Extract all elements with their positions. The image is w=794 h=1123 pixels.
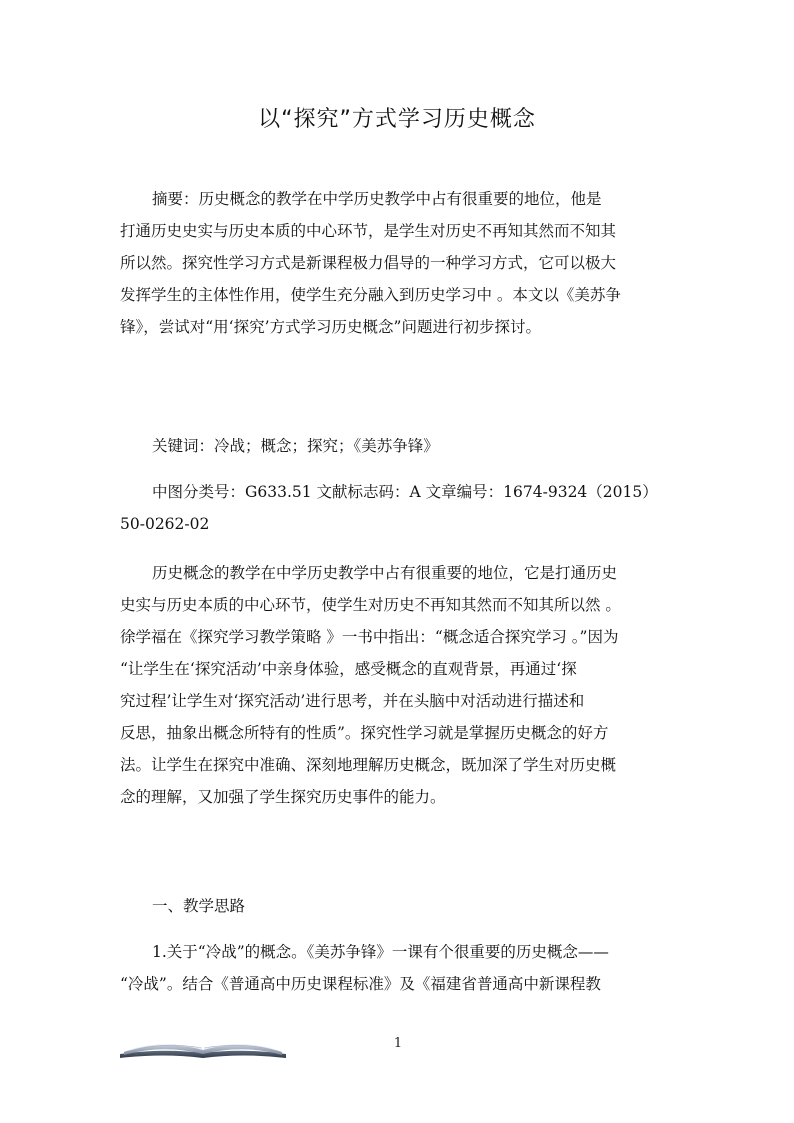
page-title: 以“探究”方式学习历史概念 bbox=[258, 107, 536, 132]
main-paragraph bbox=[120, 557, 680, 813]
paragraph-line: 究过程’让学生对‘探究活动’进行思考，并在头脑中对活动进行描述和 bbox=[120, 692, 585, 710]
open-book-icon bbox=[118, 1034, 288, 1060]
paragraph-line: “让学生在‘探究活动’中亲身体验，感受概念的直观背景，再通过‘探 bbox=[120, 660, 577, 678]
paragraph-line: 反思，抽象出概念所特有的性质”。探究性学习就是掌握历史概念的好方 bbox=[120, 724, 609, 742]
classification-line: 中图分类号：G633.51 文献标志码：A 文章编号：1674-9324（2015） bbox=[152, 483, 658, 501]
classification-info bbox=[120, 476, 680, 540]
section-paragraph bbox=[120, 936, 680, 1000]
abstract-paragraph bbox=[120, 183, 680, 343]
paragraph-line: 史实与历史本质的中心环节，使学生对历史不再知其然而不知其所以然 。 bbox=[120, 596, 621, 614]
paragraph-line: “冷战”。结合《普通高中历史课程标准》及《福建省普通高中新课程教 bbox=[120, 975, 601, 993]
paragraph-line: 历史概念的教学在中学历史教学中占有很重要的地位，它是打通历史 bbox=[152, 564, 618, 582]
page-number: 1 bbox=[393, 1036, 403, 1051]
keywords-line bbox=[120, 430, 680, 462]
paragraph-line: 法。让学生在探究中准确、深刻地理解历史概念，既加深了学生对历史概 bbox=[120, 756, 617, 774]
abstract-line: 锋》，尝试对“用‘探究’方式学习历史概念”问题进行初步探讨。 bbox=[120, 318, 541, 336]
classification-line: 50-0262-02 bbox=[120, 515, 210, 533]
paragraph-line: 1.关于“冷战”的概念。《美苏争锋》一课有个很重要的历史概念—— bbox=[152, 943, 609, 961]
abstract-line: 打通历史史实与历史本质的中心环节，是学生对历史不再知其然而不知其 bbox=[120, 222, 617, 240]
abstract-line: 摘要：历史概念的教学在中学历史教学中占有很重要的地位，他是 bbox=[152, 190, 602, 208]
section-heading bbox=[120, 890, 680, 922]
section-heading-text: 一、教学思路 bbox=[152, 897, 246, 915]
abstract-line: 发挥学生的主体性作用，使学生充分融入到历史学习中 。本文以《美苏争 bbox=[120, 286, 621, 304]
keywords-text: 关键词：冷战；概念；探究；《美苏争锋》 bbox=[152, 437, 439, 455]
abstract-line: 所以然。探究性学习方式是新课程极力倡导的一种学习方式，它可以极大 bbox=[120, 254, 617, 272]
paragraph-line: 徐学福在《探究学习教学策略 》一书中指出：“概念适合探究学习 。”因为 bbox=[120, 628, 619, 646]
paragraph-line: 念的理解，又加强了学生探究历史事件的能力。 bbox=[120, 788, 446, 806]
